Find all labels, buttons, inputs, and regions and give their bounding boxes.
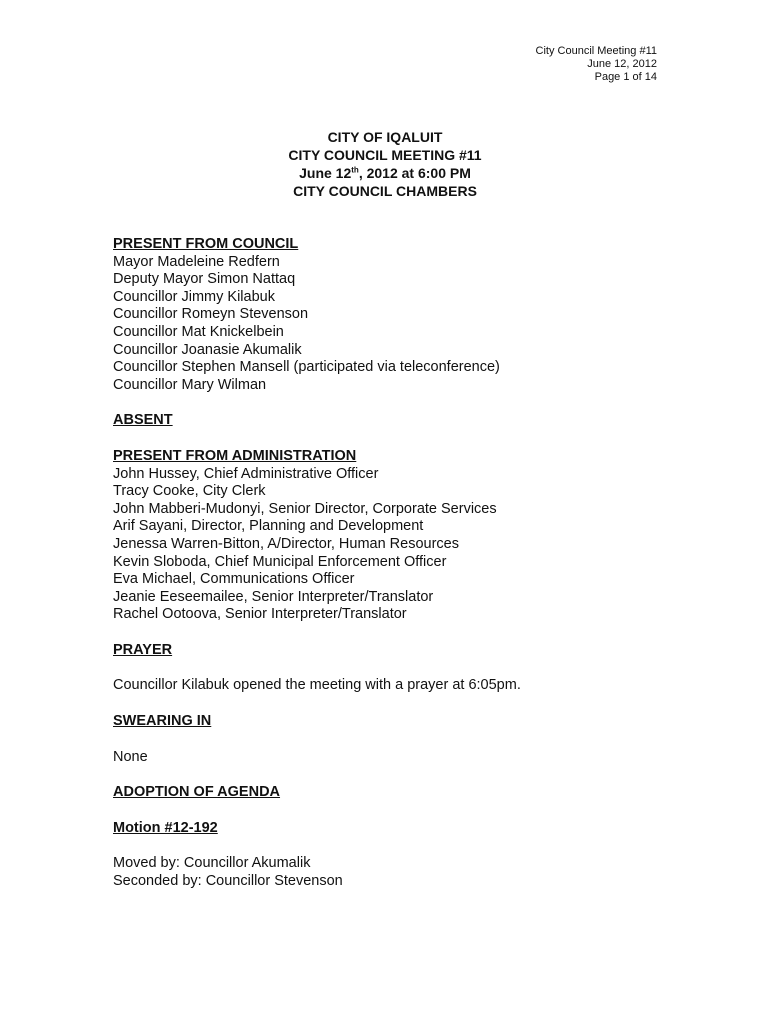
section-adoption-of-agenda [113, 784, 673, 802]
header-date: June 12, 2012 [587, 58, 657, 70]
prayer-text: Councillor Kilabuk opened the meeting with a prayer at 6:05pm. [113, 677, 521, 694]
section-present-administration [113, 448, 673, 624]
admin-member: Rachel Ootoova, Senior Interpreter/Translator [113, 606, 407, 623]
admin-member: Tracy Cooke, City Clerk [113, 483, 266, 500]
motion-moved-by: Moved by: Councillor Akumalik [113, 855, 311, 872]
title-date-suffix: , 2012 at 6:00 PM [358, 165, 471, 181]
title-city: CITY OF IQALUIT [327, 129, 443, 145]
heading-present-administration: PRESENT FROM ADMINISTRATION [113, 447, 357, 464]
council-member: Councillor Joanasie Akumalik [113, 341, 302, 358]
title-date-superscript: th [351, 165, 359, 175]
admin-member: Eva Michael, Communications Officer [113, 571, 355, 588]
title-meeting: CITY COUNCIL MEETING #11 [288, 147, 482, 163]
council-member: Councillor Stephen Mansell (participated via teleconference) [113, 359, 500, 376]
heading-adoption-of-agenda: ADOPTION OF AGENDA [113, 784, 281, 801]
admin-member: John Mabberi-Mudonyi, Senior Director, Corporate Services [113, 500, 497, 517]
council-member: Councillor Romeyn Stevenson [113, 306, 309, 323]
section-present-council [113, 236, 673, 394]
council-member: Councillor Jimmy Kilabuk [113, 288, 275, 305]
section-swearing-in [113, 713, 673, 766]
council-member: Deputy Mayor Simon Nattaq [113, 271, 296, 288]
section-motion [113, 820, 673, 891]
section-prayer [113, 642, 673, 695]
heading-motion: Motion #12-192 [113, 819, 218, 836]
council-member: Mayor Madeleine Redfern [113, 253, 280, 270]
council-member: Councillor Mary Wilman [113, 376, 267, 393]
motion-seconded-by: Seconded by: Councillor Stevenson [113, 873, 343, 890]
title-date-prefix: June 12 [299, 165, 352, 181]
title-date [0, 164, 770, 182]
page-header [536, 45, 657, 84]
heading-prayer: PRAYER [113, 641, 173, 658]
title-location: CITY COUNCIL CHAMBERS [293, 183, 477, 199]
council-member: Councillor Mat Knickelbein [113, 323, 284, 340]
admin-member: Jenessa Warren-Bitton, A/Director, Human Resources [113, 535, 459, 552]
admin-member: John Hussey, Chief Administrative Officer [113, 465, 379, 482]
admin-member: Kevin Sloboda, Chief Municipal Enforcement Officer [113, 553, 447, 570]
header-meeting: City Council Meeting #11 [535, 45, 657, 57]
admin-member: Arif Sayani, Director, Planning and Development [113, 518, 424, 535]
document-title [0, 128, 770, 200]
header-page-number: Page 1 of 14 [594, 71, 657, 83]
heading-absent: ABSENT [113, 412, 173, 429]
document-body [113, 236, 673, 891]
heading-swearing-in: SWEARING IN [113, 713, 212, 730]
swearing-in-text: None [113, 748, 148, 765]
section-absent [113, 412, 673, 430]
heading-present-council: PRESENT FROM COUNCIL [113, 236, 299, 252]
admin-member: Jeanie Eeseemailee, Senior Interpreter/Translator [113, 588, 434, 605]
